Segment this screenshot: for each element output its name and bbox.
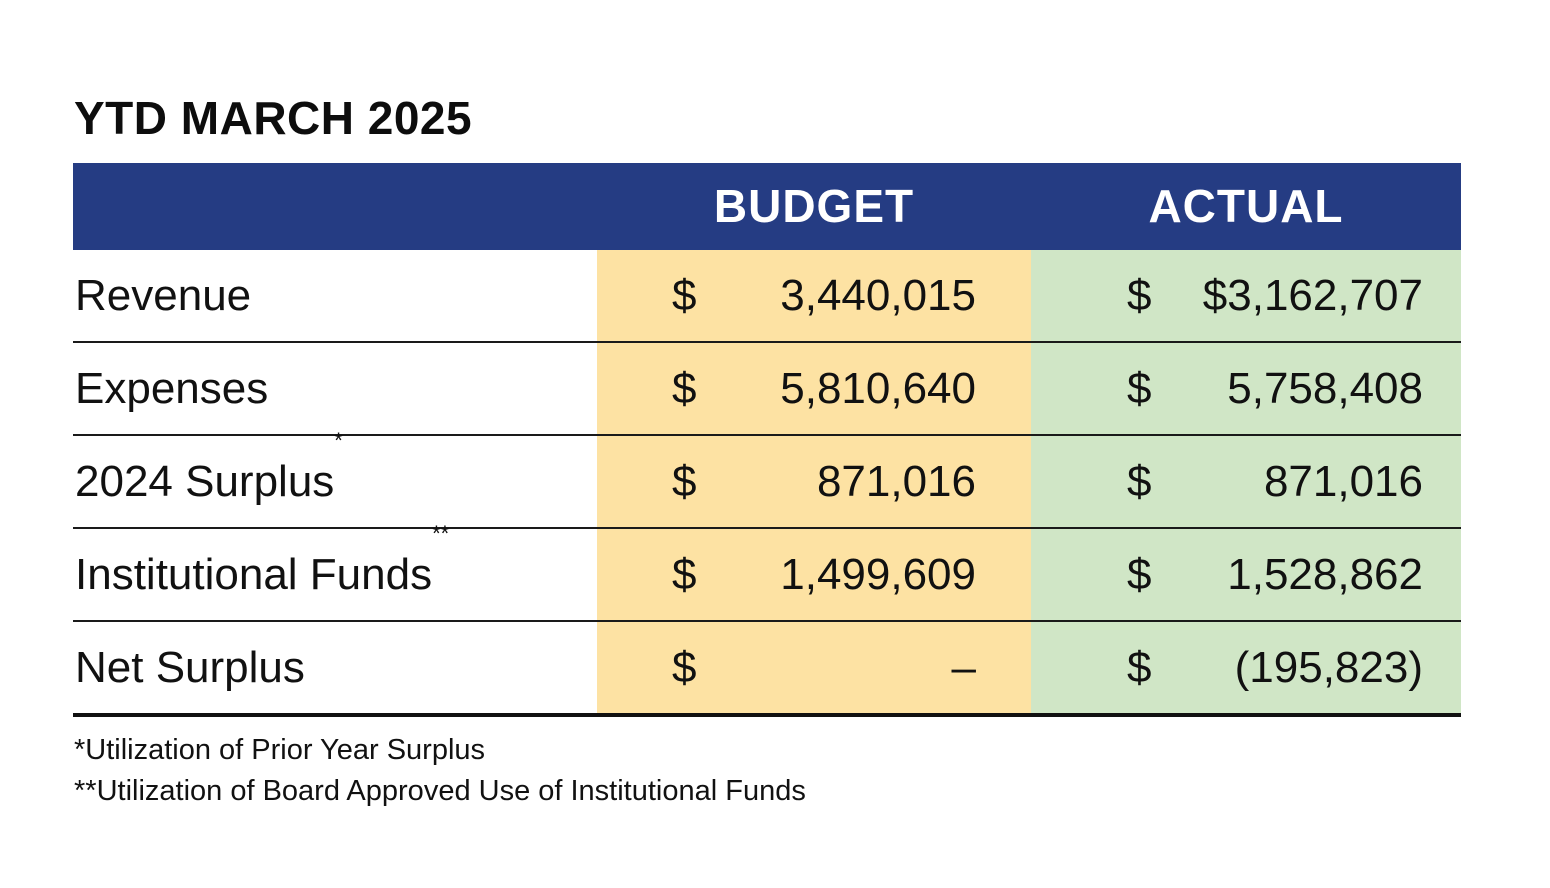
actual-amount: 1,528,862 [1227, 550, 1423, 599]
row-label-cell [73, 521, 597, 620]
table-header [73, 163, 1461, 250]
budget-amount: – [951, 643, 976, 692]
row-label: Net Surplus [75, 643, 305, 692]
table-row-institutional-funds [73, 521, 1461, 622]
budget-cell [597, 436, 1031, 527]
budget-currency: $ [672, 643, 697, 692]
actual-cell [1031, 436, 1461, 527]
budget-amount: 1,499,609 [780, 550, 976, 599]
actual-cell [1031, 622, 1461, 713]
row-label-cell [73, 250, 597, 341]
budget-cell [597, 529, 1031, 620]
actual-amount: (195,823) [1234, 643, 1423, 692]
row-label-cell [73, 622, 597, 713]
row-label-cell [73, 343, 597, 434]
budget-cell [597, 250, 1031, 341]
budget-table [73, 163, 1461, 717]
actual-amount: 871,016 [1263, 457, 1423, 506]
actual-amount: 5,758,408 [1227, 364, 1423, 413]
actual-currency: $ [1127, 550, 1152, 599]
actual-amount: $3,162,707 [1202, 271, 1423, 320]
row-label: 2024 Surplus* [75, 428, 343, 506]
table-row-2024-surplus [73, 428, 1461, 529]
footnote-institutional-funds: **Utilization of Board Approved Use of Institutional Funds [74, 775, 806, 807]
actual-cell [1031, 343, 1461, 434]
page-title: YTD MARCH 2025 [74, 92, 473, 144]
budget-cell [597, 343, 1031, 434]
budget-currency: $ [672, 364, 697, 413]
table-row-expenses [73, 343, 1461, 436]
budget-currency: $ [672, 271, 697, 320]
actual-currency: $ [1127, 271, 1152, 320]
column-header-budget: BUDGET [713, 180, 915, 232]
actual-cell [1031, 250, 1461, 341]
budget-amount: 3,440,015 [780, 271, 976, 320]
footnote-marker: ** [432, 521, 450, 546]
table-row-net-surplus [73, 622, 1461, 717]
footnote-marker: * [334, 428, 343, 453]
actual-cell [1031, 529, 1461, 620]
column-header-actual: ACTUAL [1148, 180, 1344, 232]
table-row-revenue [73, 250, 1461, 343]
budget-currency: $ [672, 550, 697, 599]
row-label-cell [73, 428, 597, 527]
actual-currency: $ [1127, 364, 1152, 413]
budget-cell [597, 622, 1031, 713]
actual-currency: $ [1127, 457, 1152, 506]
budget-amount: 5,810,640 [780, 364, 976, 413]
row-label: Institutional Funds** [75, 521, 450, 599]
budget-amount: 871,016 [816, 457, 976, 506]
actual-currency: $ [1127, 643, 1152, 692]
row-label: Expenses [75, 364, 269, 413]
budget-currency: $ [672, 457, 697, 506]
row-label: Revenue [75, 271, 252, 320]
footnote-prior-year-surplus: *Utilization of Prior Year Surplus [74, 734, 486, 766]
